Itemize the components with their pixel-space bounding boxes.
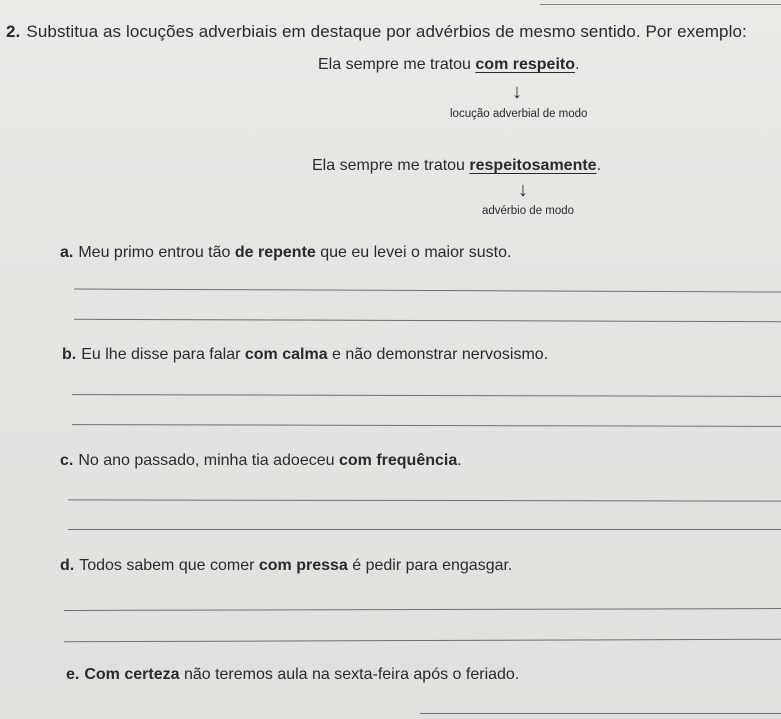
item-text: Todos sabem que comer bbox=[79, 557, 259, 574]
answer-line[interactable] bbox=[420, 713, 781, 714]
item-highlight: de repente bbox=[234, 244, 316, 261]
item-text-end: que eu levei o maior susto. bbox=[315, 244, 512, 261]
question-instruction: Substitua as locuções adverbiais em destaque por advérbios de mesmo sentido. Por exemplo: bbox=[26, 22, 747, 41]
down-arrow-icon: ↓ bbox=[512, 81, 522, 103]
example-sentence-1 bbox=[318, 56, 579, 74]
example-label-1: locução adverbial de modo bbox=[450, 108, 588, 120]
item-text: Meu primo entrou tão bbox=[78, 244, 235, 261]
example-highlight-2: respeitosamente bbox=[469, 157, 597, 174]
item-letter: a. bbox=[60, 244, 74, 261]
item-letter: c. bbox=[60, 452, 74, 469]
example-sentence-1-text: Ela sempre me tratou bbox=[318, 56, 476, 73]
answer-line[interactable] bbox=[64, 608, 781, 611]
item-highlight: com frequência bbox=[338, 452, 458, 469]
answer-line[interactable] bbox=[72, 424, 781, 427]
top-divider bbox=[540, 4, 781, 5]
example-sentence-2 bbox=[312, 157, 601, 175]
item-text-end: é pedir para engasgar. bbox=[347, 557, 513, 574]
item-highlight: Com certeza bbox=[84, 666, 180, 683]
answer-line[interactable] bbox=[68, 499, 781, 501]
answer-line[interactable] bbox=[74, 288, 781, 292]
example-label-2: advérbio de modo bbox=[482, 205, 575, 217]
example-sentence-2-text: Ela sempre me tratou bbox=[312, 157, 470, 174]
answer-line[interactable] bbox=[64, 639, 781, 643]
example-sentence-1-end: . bbox=[575, 56, 580, 73]
exercise-item-e bbox=[66, 666, 519, 684]
item-text-end: . bbox=[457, 452, 462, 469]
answer-line[interactable] bbox=[68, 529, 781, 530]
answer-line[interactable] bbox=[74, 319, 781, 322]
exercise-item-c bbox=[60, 452, 462, 470]
answer-line[interactable] bbox=[72, 394, 781, 397]
exercise-item-b bbox=[62, 346, 548, 364]
item-letter: b. bbox=[62, 346, 77, 363]
question-heading bbox=[6, 22, 776, 42]
item-text-end: e não demonstrar nervosismo. bbox=[327, 346, 549, 363]
item-letter: d. bbox=[60, 557, 75, 574]
question-number: 2. bbox=[6, 22, 21, 41]
example-highlight-1: com respeito bbox=[475, 56, 575, 73]
exercise-item-a bbox=[60, 244, 511, 262]
down-arrow-icon: ↓ bbox=[518, 179, 528, 201]
item-text: Eu lhe disse para falar bbox=[81, 346, 245, 363]
item-highlight: com pressa bbox=[258, 557, 348, 574]
item-text: No ano passado, minha tia adoeceu bbox=[78, 452, 339, 469]
item-highlight: com calma bbox=[244, 346, 328, 363]
exercise-item-d bbox=[60, 557, 512, 575]
example-sentence-2-end: . bbox=[596, 157, 602, 174]
item-letter: e. bbox=[66, 666, 80, 683]
item-text-end: não teremos aula na sexta-feira após o feriado. bbox=[179, 666, 520, 683]
